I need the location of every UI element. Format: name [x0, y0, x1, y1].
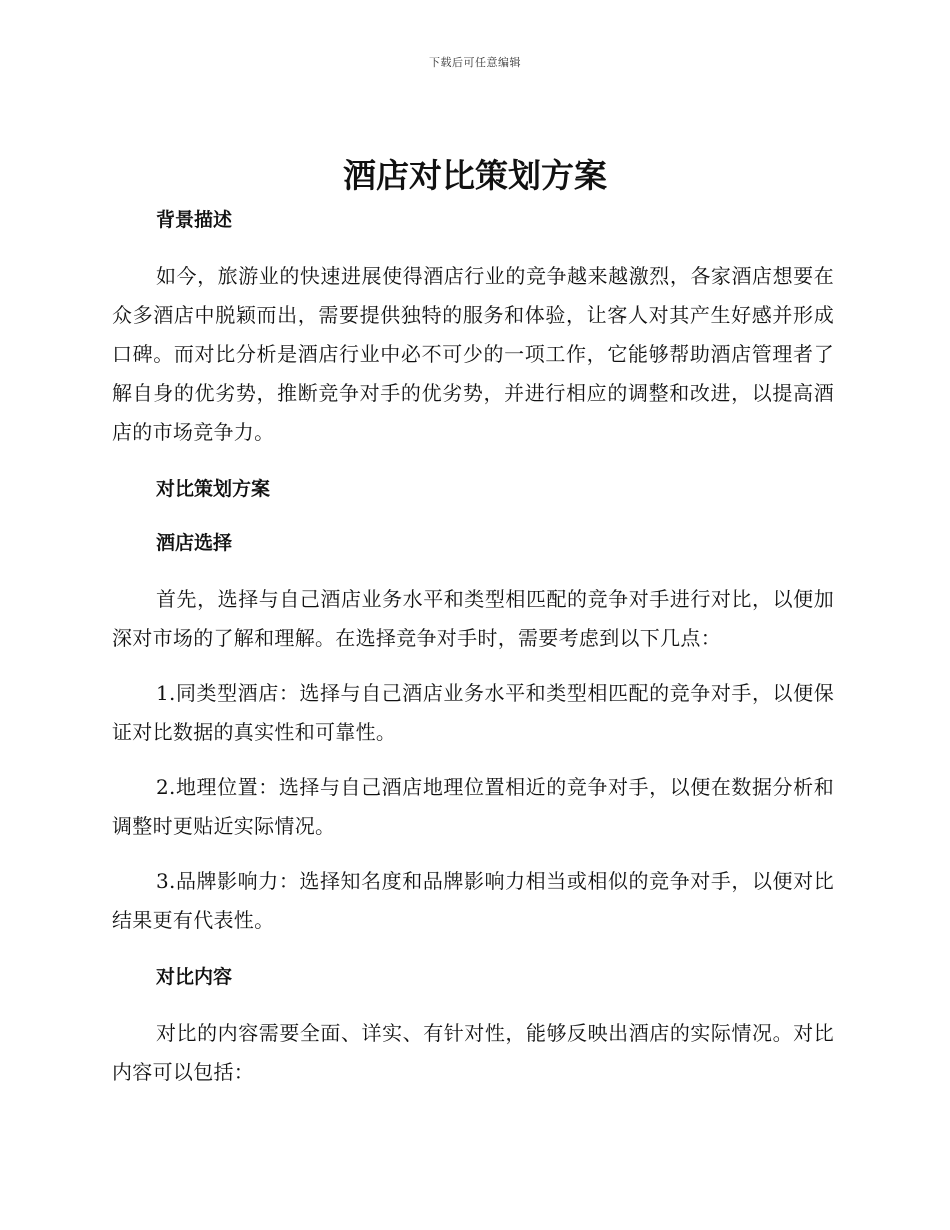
- section-heading-content: 对比内容: [156, 966, 233, 988]
- document-body: [112, 203, 834, 1092]
- section-heading-hotel-selection: 酒店选择: [156, 532, 233, 554]
- page-title: 酒店对比策划方案: [343, 156, 607, 195]
- paragraph-hotel-selection: 首先，选择与自己酒店业务水平和类型相匹配的竞争对手进行对比，以便加深对市场的了解和理解。在选择竞争对手时，需要考虑到以下几点：: [112, 587, 834, 650]
- paragraph-content: 对比的内容需要全面、详实、有针对性，能够反映出酒店的实际情况。对比内容可以包括：: [112, 1021, 834, 1084]
- list-item-brand: 3.品牌影响力：选择知名度和品牌影响力相当或相似的竞争对手，以便对比结果更有代表性。: [112, 869, 834, 932]
- section-heading-plan: 对比策划方案: [156, 478, 271, 500]
- header-note: 下载后可任意编辑: [429, 56, 521, 69]
- list-item-location: 2.地理位置：选择与自己酒店地理位置相近的竞争对手，以便在数据分析和调整时更贴近实际情况。: [112, 775, 834, 838]
- paragraph-background: 如今，旅游业的快速进展使得酒店行业的竞争越来越激烈，各家酒店想要在众多酒店中脱颖而出，需要提供独特的服务和体验，让客人对其产生好感并形成口碑。而对比分析是酒店行业中必不可少的一项工作，它能够帮助酒店管理者了解自身的优劣势，推断竞争对手的优劣势，并进行相应的调整和改进，以提高酒店的市场竞争力。: [112, 264, 834, 444]
- list-item-same-type: 1.同类型酒店：选择与自己酒店业务水平和类型相匹配的竞争对手，以便保证对比数据的真实性和可靠性。: [112, 681, 834, 744]
- section-heading-background: 背景描述: [156, 209, 233, 231]
